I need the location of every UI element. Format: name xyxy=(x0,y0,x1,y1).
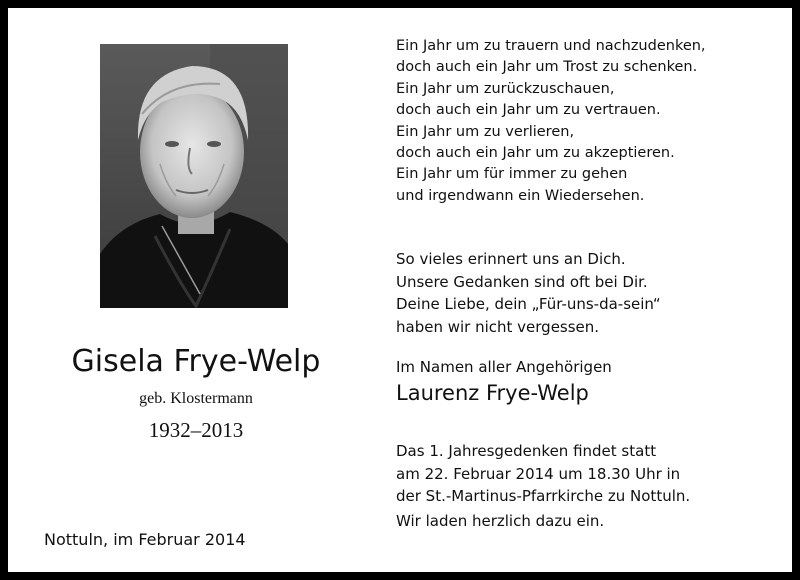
remembrance-line: So vieles erinnert uns an Dich. xyxy=(396,250,626,268)
invitation-line: Wir laden herzlich dazu ein. xyxy=(396,512,605,530)
verse-line: Ein Jahr um zu trauern und nachzudenken, xyxy=(396,38,706,54)
portrait-photo xyxy=(100,44,288,308)
remembrance-line: Deine Liebe, dein „Für-uns-da-sein“ xyxy=(396,295,661,313)
memorial-card xyxy=(8,8,792,572)
life-years: 1932–2013 xyxy=(148,418,244,442)
verse-line: und irgendwann ein Wiedersehen. xyxy=(396,187,645,204)
memorial-verse xyxy=(396,36,766,207)
verse-line: Ein Jahr um für immer zu gehen xyxy=(396,166,628,183)
remembrance-line: Unsere Gedanken sind oft bei Dir. xyxy=(396,272,648,291)
verse-line: Ein Jahr um zurückzuschauen, xyxy=(396,80,615,97)
verse-line: doch auch ein Jahr um zu vertrauen. xyxy=(396,102,661,119)
anniversary-notice xyxy=(396,440,776,508)
on-behalf-line: Im Namen aller Angehörigen xyxy=(396,358,612,376)
notice-line: am 22. Februar 2014 um 18.30 Uhr in xyxy=(396,464,681,483)
verse-line: doch auch ein Jahr um Trost zu schenken. xyxy=(396,59,698,76)
maiden-name: geb. Klostermann xyxy=(139,390,253,407)
notice-line: der St.-Martinus-Pfarrkirche zu Nottuln. xyxy=(396,487,691,505)
deceased-name: Gisela Frye-Welp xyxy=(71,344,321,379)
notice-line: Das 1. Jahresgedenken findet statt xyxy=(396,442,657,460)
remembrance-line: haben wir nicht vergessen. xyxy=(396,317,600,336)
place-date: Nottuln, im Februar 2014 xyxy=(44,530,246,549)
remembrance-text xyxy=(396,248,766,338)
verse-line: Ein Jahr um zu verlieren, xyxy=(396,123,575,140)
verse-line: doch auch ein Jahr um zu akzeptieren. xyxy=(396,145,675,162)
signer-name: Laurenz Frye-Welp xyxy=(396,381,589,405)
